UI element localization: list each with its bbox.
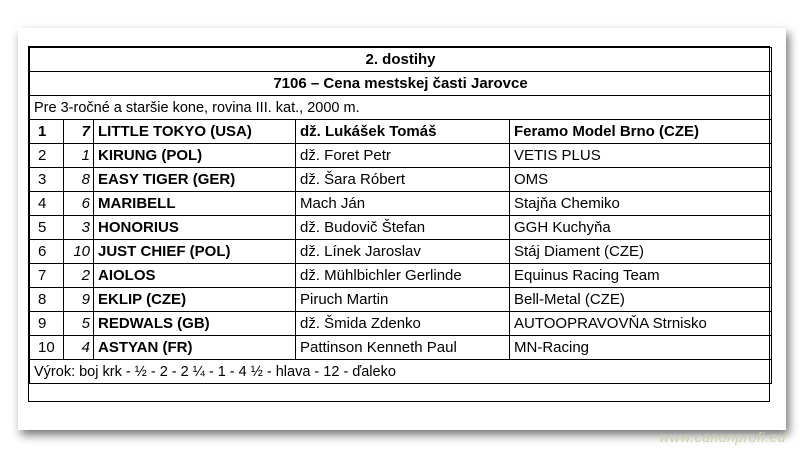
result-row	[30, 216, 772, 240]
finish-position: 3	[30, 168, 64, 192]
jockey-name: Piruch Martin	[296, 288, 510, 312]
horse-name: EASY TIGER (GER)	[94, 168, 296, 192]
watermark: www.canonprofi.eu	[659, 429, 786, 445]
finish-position: 5	[30, 216, 64, 240]
race-results-table	[28, 46, 770, 402]
starting-number: 6	[64, 192, 94, 216]
result-row	[30, 288, 772, 312]
horse-name: KIRUNG (POL)	[94, 144, 296, 168]
owner-name: VETIS PLUS	[510, 144, 772, 168]
jockey-name: dž. Šmida Zdenko	[296, 312, 510, 336]
finish-position: 10	[30, 336, 64, 360]
jockey-name: dž. Foret Petr	[296, 144, 510, 168]
result-row	[30, 312, 772, 336]
starting-number: 3	[64, 216, 94, 240]
jockey-name: Pattinson Kenneth Paul	[296, 336, 510, 360]
finish-position: 8	[30, 288, 64, 312]
finish-position: 9	[30, 312, 64, 336]
result-row	[30, 144, 772, 168]
jockey-name: Mach Ján	[296, 192, 510, 216]
finish-position: 1	[30, 120, 64, 144]
jockey-name: dž. Šara Róbert	[296, 168, 510, 192]
race-name: 7106 – Cena mestskej časti Jarovce	[30, 72, 772, 96]
horse-name: HONORIUS	[94, 216, 296, 240]
owner-name: Stáj Diament (CZE)	[510, 240, 772, 264]
owner-name: Equinus Racing Team	[510, 264, 772, 288]
starting-number: 4	[64, 336, 94, 360]
jockey-name: dž. Mühlbichler Gerlinde	[296, 264, 510, 288]
result-row	[30, 336, 772, 360]
owner-name: AUTOOPRAVOVŇA Strnisko	[510, 312, 772, 336]
owner-name: Stajňa Chemiko	[510, 192, 772, 216]
jockey-name: dž. Línek Jaroslav	[296, 240, 510, 264]
result-row	[30, 120, 772, 144]
starting-number: 5	[64, 312, 94, 336]
race-conditions: Pre 3-ročné a staršie kone, rovina III. kat., 2000 m.	[30, 96, 772, 120]
starting-number: 7	[64, 120, 94, 144]
owner-name: Feramo Model Brno (CZE)	[510, 120, 772, 144]
horse-name: JUST CHIEF (POL)	[94, 240, 296, 264]
horse-name: AIOLOS	[94, 264, 296, 288]
starting-number: 10	[64, 240, 94, 264]
result-row	[30, 240, 772, 264]
jockey-name: dž. Lukášek Tomáš	[296, 120, 510, 144]
result-row	[30, 264, 772, 288]
finish-margins: Výrok: boj krk - ½ - 2 - 2 ¼ - 1 - 4 ½ - hlava - 12 - ďaleko	[30, 360, 772, 384]
finish-position: 2	[30, 144, 64, 168]
jockey-name: dž. Budovič Štefan	[296, 216, 510, 240]
owner-name: Bell-Metal (CZE)	[510, 288, 772, 312]
owner-name: GGH Kuchyňa	[510, 216, 772, 240]
starting-number: 1	[64, 144, 94, 168]
starting-number: 2	[64, 264, 94, 288]
horse-name: LITTLE TOKYO (USA)	[94, 120, 296, 144]
results-sheet	[18, 28, 786, 430]
result-row	[30, 192, 772, 216]
starting-number: 8	[64, 168, 94, 192]
finish-position: 7	[30, 264, 64, 288]
race-number-title: 2. dostihy	[30, 48, 772, 72]
horse-name: REDWALS (GB)	[94, 312, 296, 336]
horse-name: MARIBELL	[94, 192, 296, 216]
horse-name: ASTYAN (FR)	[94, 336, 296, 360]
starting-number: 9	[64, 288, 94, 312]
result-row	[30, 168, 772, 192]
owner-name: OMS	[510, 168, 772, 192]
finish-position: 6	[30, 240, 64, 264]
horse-name: EKLIP (CZE)	[94, 288, 296, 312]
owner-name: MN-Racing	[510, 336, 772, 360]
finish-position: 4	[30, 192, 64, 216]
